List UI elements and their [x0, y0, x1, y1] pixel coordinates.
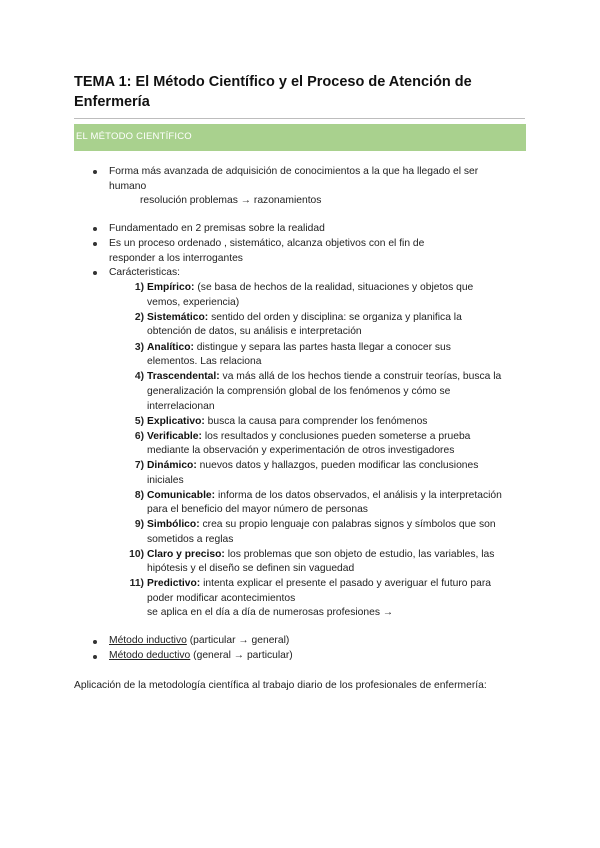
method-deductivo-link[interactable]: Método deductivo: [109, 650, 191, 661]
bullet-text: Es un proceso ordenado , sistemático, alcanza objetivos con el fin de: [109, 238, 425, 249]
list-item-cont: iniciales: [147, 475, 184, 486]
page-title: TEMA 1: El Método Científico y el Proceso de Atención de Enfermería: [74, 74, 472, 110]
bullet-dot: [93, 271, 97, 275]
bullet-text-cont: responder a los interrogantes: [109, 253, 243, 264]
term-description: crea su propio lenguaje con palabras signos y símbolos que son: [199, 519, 496, 530]
bullet-dot: [93, 242, 97, 246]
term-description: los resultados y conclusiones pueden someterse a prueba: [201, 431, 471, 442]
list-item-cont: vemos, experiencia): [147, 297, 240, 308]
method-item: [109, 634, 289, 649]
term: Analítico:: [147, 342, 194, 353]
term: Simbólico:: [147, 519, 200, 530]
list-item-cont: elementos. Las relaciona: [147, 356, 262, 367]
term: Dinámico:: [147, 460, 197, 471]
list-item: [147, 281, 473, 296]
closing-paragraph: Aplicación de la metodología científica al trabajo diario de los profesionales de enfermería:: [74, 680, 487, 691]
method-inductivo-link[interactable]: Método inductivo: [109, 635, 187, 646]
term-description: sentido del orden y disciplina: se organiza y planifica la: [208, 312, 462, 323]
term-description: (se basa de hechos de la realidad, situaciones y objetos que: [194, 282, 474, 293]
term: Trascendental:: [147, 371, 220, 382]
term-description: los problemas que son objeto de estudio, las variables, las: [224, 549, 495, 560]
list-item-cont: obtención de datos, su análisis e interpretación: [147, 326, 362, 337]
list-number: 9): [134, 519, 144, 530]
list-number: 4): [134, 371, 144, 382]
term: Explicativo:: [147, 416, 205, 427]
term: Empírico:: [147, 282, 195, 293]
list-number: 10): [129, 549, 144, 560]
method-detail: (general → particular): [190, 650, 293, 661]
list-number: 3): [134, 342, 144, 353]
list-item-cont: se aplica en el día a día de numerosas profesiones →: [147, 607, 394, 618]
list-item: [147, 548, 494, 563]
list-item: [147, 370, 501, 385]
bullet-text: Forma más avanzada de adquisición de conocimientos a la que ha llegado el ser: [109, 166, 479, 177]
method-item: [109, 649, 293, 664]
term-description: informa de los datos observados, el análisis y la interpretación: [215, 490, 502, 501]
list-number: 8): [134, 490, 144, 501]
bullet-dot: [93, 655, 97, 659]
bullet-text: Carácteristicas:: [109, 267, 180, 278]
list-item: [147, 459, 478, 474]
list-item-cont: poder modificar acontecimientos: [147, 593, 296, 604]
list-item: [147, 518, 496, 533]
list-number: 2): [134, 312, 144, 323]
list-number: 6): [134, 431, 144, 442]
term-description: nuevos datos y hallazgos, pueden modificar las conclusiones: [196, 460, 479, 471]
bullet-dot: [93, 170, 97, 174]
section-header-label: EL MÉTODO CIENTÍFICO: [76, 131, 192, 142]
term-description: busca la causa para comprender los fenómenos: [204, 416, 428, 427]
bullet-dot: [93, 640, 97, 644]
list-item-cont: hipótesis y el diseño se definen sin vaguedad: [147, 563, 355, 574]
list-number: 1): [134, 282, 144, 293]
term: Sistemático:: [147, 312, 209, 323]
term-description: intenta explicar el presente el pasado y averiguar el futuro para: [200, 578, 491, 589]
term-description: va más allá de los hechos tiende a construir teorías, busca la: [219, 371, 502, 382]
title-divider: [74, 118, 525, 119]
term-description: distingue y separa las partes hasta llegar a conocer sus: [193, 342, 451, 353]
bullet-text-cont: humano: [109, 181, 147, 192]
term: Comunicable:: [147, 490, 216, 501]
list-item: [147, 430, 470, 445]
list-item-cont: para el beneficio del mayor número de personas: [147, 504, 368, 515]
list-item: [147, 341, 451, 356]
list-number: 5): [134, 416, 144, 427]
list-number: 7): [134, 460, 144, 471]
term: Predictivo:: [147, 578, 201, 589]
bullet-subnote: resolución problemas → razonamientos: [140, 195, 322, 206]
method-detail: (particular → general): [186, 635, 290, 646]
list-item-cont: sometidos a reglas: [147, 534, 234, 545]
list-item-cont: generalización la comprensión global de los fenómenos y cómo se: [147, 386, 451, 397]
list-item-cont: interrelacionan: [147, 401, 215, 412]
list-number: 11): [129, 578, 144, 589]
section-header: [74, 124, 526, 151]
bullet-text: Fundamentado en 2 premisas sobre la realidad: [109, 223, 325, 234]
list-item: [147, 489, 502, 504]
term: Verificable:: [147, 431, 202, 442]
term: Claro y preciso:: [147, 549, 225, 560]
list-item: [147, 577, 491, 592]
bullet-dot: [93, 227, 97, 231]
list-item: [147, 311, 462, 326]
list-item-cont: mediante la observación y experimentación de otros investigadores: [147, 445, 455, 456]
list-item: [147, 415, 427, 430]
